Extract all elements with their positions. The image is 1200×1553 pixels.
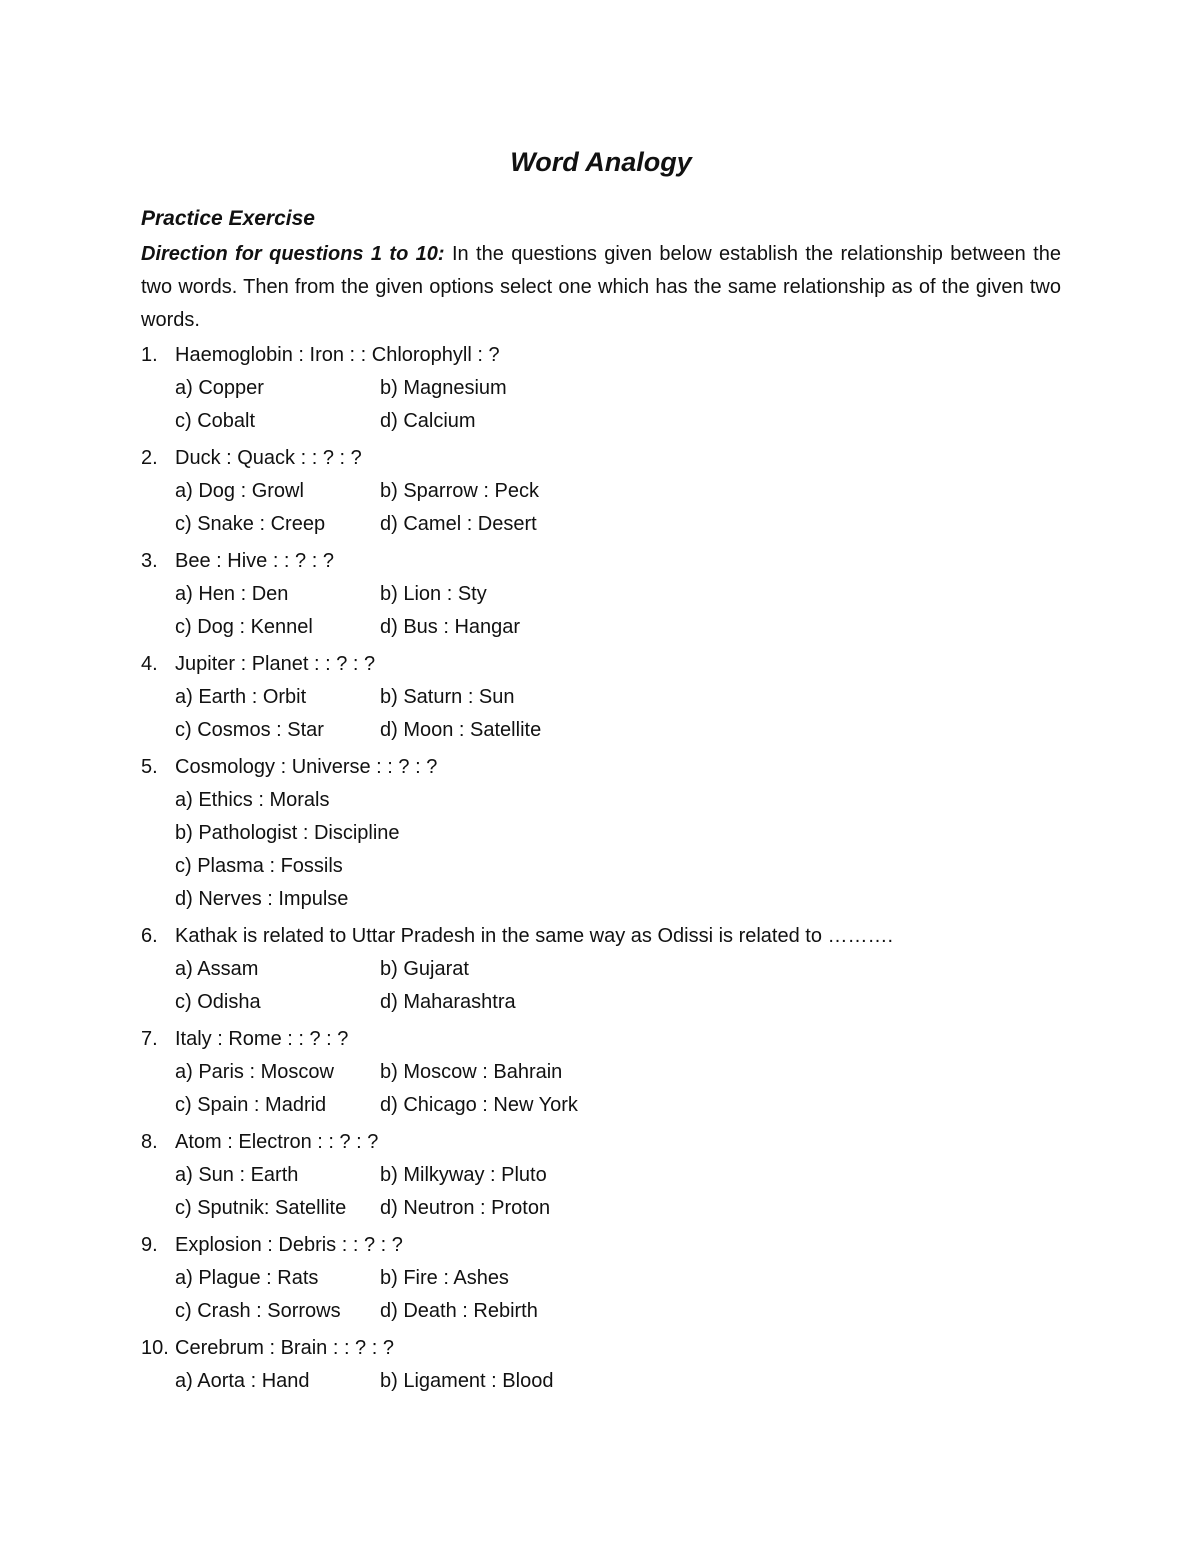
question-number: 5. — [141, 756, 158, 778]
question-item — [141, 442, 1061, 541]
page-title: Word Analogy — [510, 147, 692, 177]
answer-option: c) Cobalt — [175, 410, 256, 432]
question-item — [141, 648, 1061, 747]
directions-paragraph — [141, 238, 1061, 337]
answer-option: b) Moscow : Bahrain — [380, 1061, 563, 1083]
answer-option: c) Cosmos : Star — [175, 719, 324, 741]
question-number: 8. — [141, 1131, 158, 1153]
question-text: Cosmology : Universe : : ? : ? — [175, 756, 438, 778]
answer-option: d) Death : Rebirth — [380, 1300, 538, 1322]
question-item — [141, 1126, 1061, 1225]
answer-option: a) Paris : Moscow — [175, 1061, 334, 1083]
document-page — [141, 140, 1061, 1402]
answer-option: a) Assam — [175, 958, 259, 980]
question-item — [141, 920, 1061, 1019]
question-text: Cerebrum : Brain : : ? : ? — [175, 1337, 394, 1359]
answer-option: c) Crash : Sorrows — [175, 1300, 341, 1322]
answer-option: c) Snake : Creep — [175, 513, 326, 535]
question-text: Jupiter : Planet : : ? : ? — [175, 653, 376, 675]
answer-option: b) Magnesium — [380, 377, 507, 399]
question-text: Italy : Rome : : ? : ? — [175, 1028, 349, 1050]
answer-option: c) Plasma : Fossils — [175, 855, 343, 877]
answer-option: c) Dog : Kennel — [175, 616, 313, 638]
answer-option: b) Saturn : Sun — [380, 686, 515, 708]
section-subtitle: Practice Exercise — [141, 207, 315, 230]
answer-option: b) Sparrow : Peck — [380, 480, 539, 502]
answer-option: b) Gujarat — [380, 958, 469, 980]
question-item — [141, 1332, 1061, 1398]
answer-option: a) Hen : Den — [175, 583, 289, 605]
question-item — [141, 339, 1061, 438]
question-text: Haemoglobin : Iron : : Chlorophyll : ? — [175, 344, 500, 366]
question-number: 4. — [141, 653, 158, 675]
answer-option: b) Lion : Sty — [380, 583, 487, 605]
answer-option: d) Moon : Satellite — [380, 719, 542, 741]
answer-option: a) Copper — [175, 377, 264, 399]
answer-option: c) Spain : Madrid — [175, 1094, 327, 1116]
question-text: Bee : Hive : : ? : ? — [175, 550, 334, 572]
answer-option: a) Earth : Orbit — [175, 686, 307, 708]
answer-option: d) Bus : Hangar — [380, 616, 521, 638]
answer-option: c) Sputnik: Satellite — [175, 1197, 347, 1219]
question-item — [141, 1023, 1061, 1122]
question-number: 9. — [141, 1234, 158, 1256]
answer-option: d) Calcium — [380, 410, 476, 432]
answer-option: b) Milkyway : Pluto — [380, 1164, 547, 1186]
question-number: 2. — [141, 447, 158, 469]
question-number: 10. — [141, 1337, 169, 1359]
question-text: Kathak is related to Uttar Pradesh in the same way as Odissi is related to ………. — [175, 925, 894, 947]
answer-option: d) Maharashtra — [380, 991, 516, 1013]
answer-option: a) Dog : Growl — [175, 480, 304, 502]
answer-option: d) Neutron : Proton — [380, 1197, 551, 1219]
question-number: 7. — [141, 1028, 158, 1050]
question-text: Duck : Quack : : ? : ? — [175, 447, 362, 469]
question-text: Atom : Electron : : ? : ? — [175, 1131, 379, 1153]
answer-option: d) Nerves : Impulse — [175, 888, 349, 910]
answer-option: b) Fire : Ashes — [380, 1267, 509, 1289]
answer-option: a) Ethics : Morals — [175, 789, 330, 811]
answer-option: a) Aorta : Hand — [175, 1370, 310, 1392]
question-number: 1. — [141, 344, 158, 366]
answer-option: d) Camel : Desert — [380, 513, 537, 535]
answer-option: c) Odisha — [175, 991, 261, 1013]
answer-option: b) Ligament : Blood — [380, 1370, 554, 1392]
answer-option: b) Pathologist : Discipline — [175, 822, 400, 844]
question-number: 3. — [141, 550, 158, 572]
question-item — [141, 1229, 1061, 1328]
answer-option: a) Sun : Earth — [175, 1164, 299, 1186]
question-item — [141, 751, 1061, 916]
directions-text: In the questions given below establish the relationship between the two words. Then from the given options select one which has the same relationship as of the given two words. — [141, 243, 1061, 331]
question-text: Explosion : Debris : : ? : ? — [175, 1234, 403, 1256]
answer-option: d) Chicago : New York — [380, 1094, 578, 1116]
directions-label: Direction for questions 1 to 10: — [141, 243, 445, 265]
answer-option: a) Plague : Rats — [175, 1267, 319, 1289]
question-item — [141, 545, 1061, 644]
question-number: 6. — [141, 925, 158, 947]
